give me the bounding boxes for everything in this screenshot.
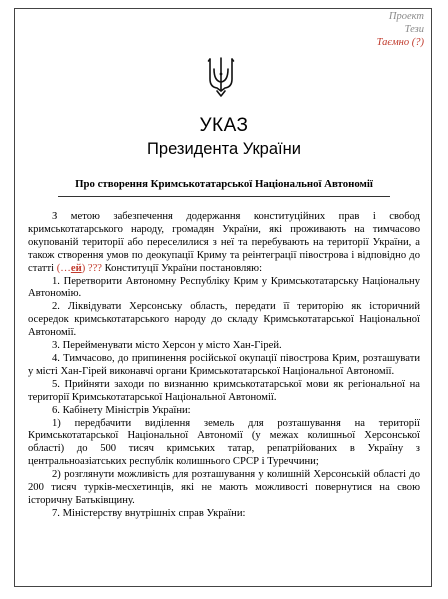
decree-subitem: 2) розглянути можливість для розташування у колишній Херсонській області до 200 тисяч турків-месхетинців, які не мають можливості повернутися на свою історичну Батьківщину. — [28, 469, 420, 506]
tryzub-icon — [206, 55, 236, 99]
decree-subject: Про створення Кримськотатарської Національної Автономії — [75, 178, 373, 190]
decree-item: 7. Міністерству внутрішніх справ України: — [52, 507, 246, 519]
decree-item: 2. Ліквідувати Херсонську область, передати її територію як історичний осередок кримськотатарського народу до складу Кримськотатарської Національної Автономії. — [28, 301, 420, 339]
draft-stamp — [377, 10, 424, 49]
decree-body — [28, 211, 420, 521]
title-divider — [58, 196, 390, 197]
decree-item: 1. Перетворити Автономну Республіку Крим у Кримськотатарську Національну Автономію. — [28, 275, 420, 300]
decree-item: 3. Перейменувати місто Херсон у місто Хан-Гірей. — [52, 340, 282, 352]
decree-title: УКАЗ — [199, 115, 249, 136]
decree-item: 5. Прийняти заходи по визнанню кримськотатарської мови як регіональної на території Кримськотатарської Національної Автономії. — [28, 378, 420, 403]
preamble: З метою забезпечення додержання конституційних прав і свобод кримськотатарського народу, громадян України, які проживають на тимчасово окупованій території або переселилися з неї та перебувають на території України, а також створення умов по деокупації Криму та реінтеграції півострова і відповідно до статті (…ей) ??? Конституції України постановляю: — [28, 211, 420, 274]
stamp-line-theses: Тези — [404, 24, 424, 35]
article-reference: (…ей) ??? — [56, 262, 102, 274]
decree-subitem: 1) передбачити виділення земель для розташування на території Кримськотатарської Національної Автономії (у межах колишньої Херсонської області) до 500 тисяч кримських татар, репатрійованих в Україну з центральноазіатських республік колишнього СРСР і Туреччини; — [28, 417, 420, 468]
decree-item: 6. Кабінету Міністрів України: — [52, 404, 191, 416]
stamp-line-project: Проект — [388, 11, 424, 22]
stamp-line-secret: Таємно (?) — [376, 37, 424, 48]
decree-item: 4. Тимчасово, до припинення російської окупації півострова Крим, розташувати у місті Хан-Гірей виконавчі органи Кримськотатарської Національної Автономії. — [28, 352, 420, 377]
decree-author: Президента України — [147, 140, 301, 158]
